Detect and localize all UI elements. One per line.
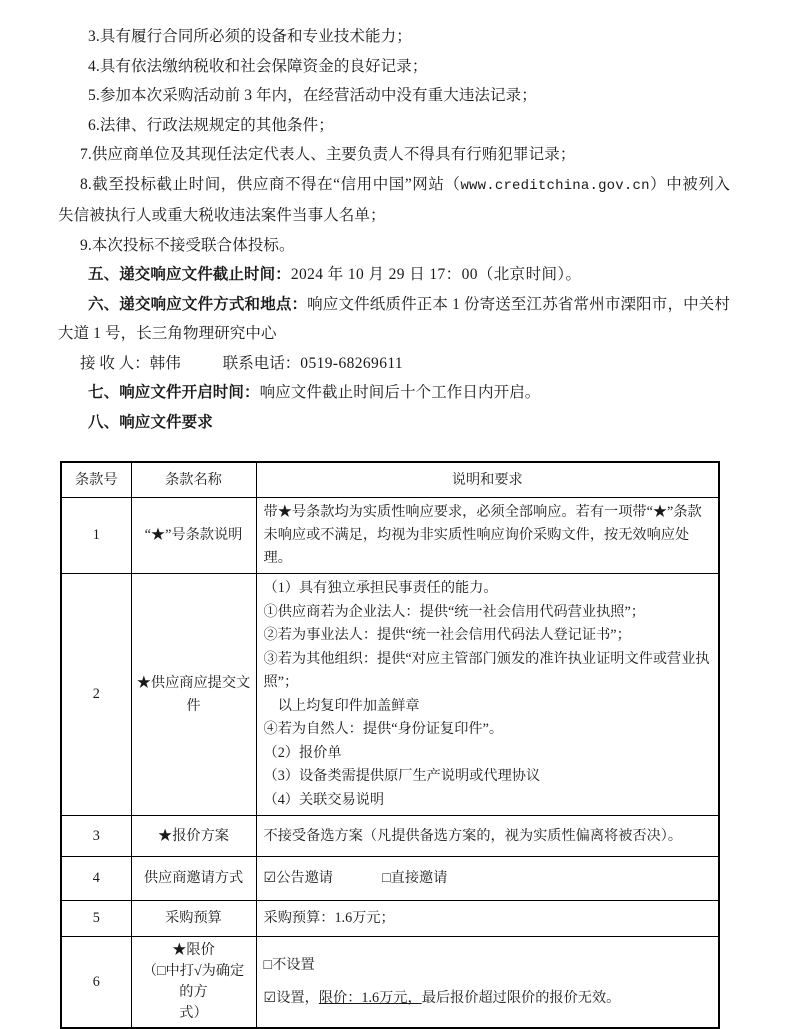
checkbox-direct-invite[interactable]: □ [382, 870, 391, 886]
label-public-invite: 公告邀请 [276, 870, 333, 886]
section-6-heading: 六、递交响应文件方式和地点： [88, 295, 308, 313]
creditchina-url: www.creditchina.gov.cn [460, 177, 650, 194]
row-6-name-line-3: 式） [179, 1005, 208, 1021]
row-2-line-7: （2）报价单 [263, 744, 342, 761]
contact-line [58, 349, 730, 379]
section-5-heading: 五、递交响应文件截止时间： [88, 266, 291, 283]
response-requirements-table [60, 461, 720, 1029]
phone-number: 0519-68269611 [300, 354, 404, 372]
row-6-name-line-2: （□中打√为确定的方 [142, 963, 245, 1000]
clause-8-prefix: 8.截至投标截止时间，供应商不得在“信用中国”网站（ [80, 175, 461, 193]
row-2-line-8: （3）设备类需提供原厂生产说明或代理协议 [263, 768, 541, 784]
clause-item-4: 4.具有依法缴纳税收和社会保障资金的良好记录； [88, 57, 428, 75]
row-2-desc [256, 574, 719, 816]
row-3-desc: 不接受备选方案（凡提供备选方案的，视为实质性偏离将被否决）。 [256, 816, 719, 857]
row-6-no: 6 [61, 937, 131, 1029]
clause-item-8 [58, 170, 730, 231]
row-2-line-3: ②若为事业法人：提供“统一社会信用代码法人登记证书”； [263, 627, 631, 643]
table-row [61, 816, 719, 857]
header-description: 说明和要求 [256, 462, 719, 498]
row-1-name: “★”号条款说明 [131, 498, 256, 574]
label-direct-invite: 直接邀请 [390, 870, 448, 886]
section-8-heading: 八、响应文件要求 [88, 413, 213, 431]
row-1-desc: 带★号条款均为实质性响应要求，必须全部响应。若有一项带“★”条款未响应或不满足，均视为非实质性响应询价采购文件，按无效响应处理。 [256, 498, 719, 574]
checkbox-no-price-cap[interactable]: □ [263, 956, 273, 973]
row-3-no: 3 [61, 816, 131, 857]
label-no-price-cap: 不设置 [272, 956, 315, 973]
table-row [61, 937, 719, 1029]
row-2-line-6: ④若为自然人：提供“身份证复印件”。 [263, 721, 504, 737]
row-1-no: 1 [61, 498, 131, 574]
section-5 [58, 260, 730, 290]
row-4-no: 4 [61, 857, 131, 901]
row-3-name: ★报价方案 [131, 816, 256, 857]
clause-item-3: 3.具有履行合同所必须的设备和专业技术能力； [88, 28, 412, 45]
label-price-cap-before: 设置， [276, 990, 319, 1006]
section-7-heading: 七、响应文件开启时间： [88, 384, 260, 401]
section-6-address: 响应文件纸质件正本 1 份寄送至江苏省常州市溧阳市，中关村大道 1 号，长三角物理研究中心 [58, 295, 730, 342]
clause-8-suffix: ）中被列入失信被执行人或重大税收违法案件当事人名单； [58, 175, 730, 224]
checkbox-price-cap[interactable]: ☑ [263, 990, 277, 1006]
label-price-cap-value: 限价：1.6万元， [318, 990, 422, 1006]
row-2-no: 2 [61, 574, 131, 816]
row-4-desc [256, 857, 719, 901]
section-6 [58, 290, 730, 349]
phone-label: 联系电话： [222, 354, 301, 372]
document-body [58, 22, 730, 437]
row-6-option-unset [264, 954, 714, 978]
table-row [61, 901, 719, 937]
row-2-line-2: ①供应商若为企业法人：提供“统一社会信用代码营业执照”； [263, 603, 645, 620]
table-row [61, 574, 719, 816]
clause-item-9: 9.本次投标不接受联合体投标。 [80, 236, 295, 254]
clause-item-6: 6.法律、行政法规规定的其他条件； [88, 116, 334, 134]
row-6-name [131, 937, 256, 1029]
section-5-deadline: 2024 年 10 月 29 日 17：00（北京时间）。 [290, 266, 582, 283]
row-6-option-set [264, 987, 714, 1011]
row-6-name-line-1: ★限价 [172, 942, 215, 958]
receiver-name: 韩伟 [149, 354, 181, 372]
checkbox-public-invite[interactable]: ☑ [263, 870, 277, 886]
row-5-no: 5 [61, 901, 131, 937]
header-clause-no: 条款号 [61, 462, 131, 498]
table-row [61, 857, 719, 901]
row-4-name: 供应商邀请方式 [131, 857, 256, 901]
receiver-label: 接 收 人： [80, 354, 150, 372]
row-2-line-5: 以上均复印件加盖鲜章 [263, 697, 420, 714]
clause-item-7: 7.供应商单位及其现任法定代表人、主要负责人不得具有行贿犯罪记录； [80, 146, 576, 163]
row-6-desc [256, 937, 719, 1029]
label-price-cap-after: 最后报价超过限价的报价无效。 [421, 990, 621, 1006]
section-7-value: 响应文件截止时间后十个工作日内开启。 [259, 384, 541, 401]
row-5-desc: 采购预算：1.6万元； [256, 901, 719, 937]
header-clause-name: 条款名称 [131, 462, 256, 498]
clause-item-5: 5.参加本次采购活动前 3 年内，在经营活动中没有重大违法记录； [88, 87, 537, 104]
section-7 [58, 378, 730, 408]
row-2-line-4: ③若为其他组织：提供“对应主管部门颁发的准许执业证明文件或营业执照”； [263, 650, 710, 690]
row-5-name: 采购预算 [131, 901, 256, 937]
row-2-name: ★供应商应提交文件 [131, 574, 256, 816]
row-2-line-1: （1）具有独立承担民事责任的能力。 [263, 580, 498, 596]
table-header-row [61, 462, 719, 498]
row-2-line-9: （4）关联交易说明 [263, 791, 385, 808]
table-row [61, 498, 719, 574]
row-6-spacer [264, 977, 714, 987]
